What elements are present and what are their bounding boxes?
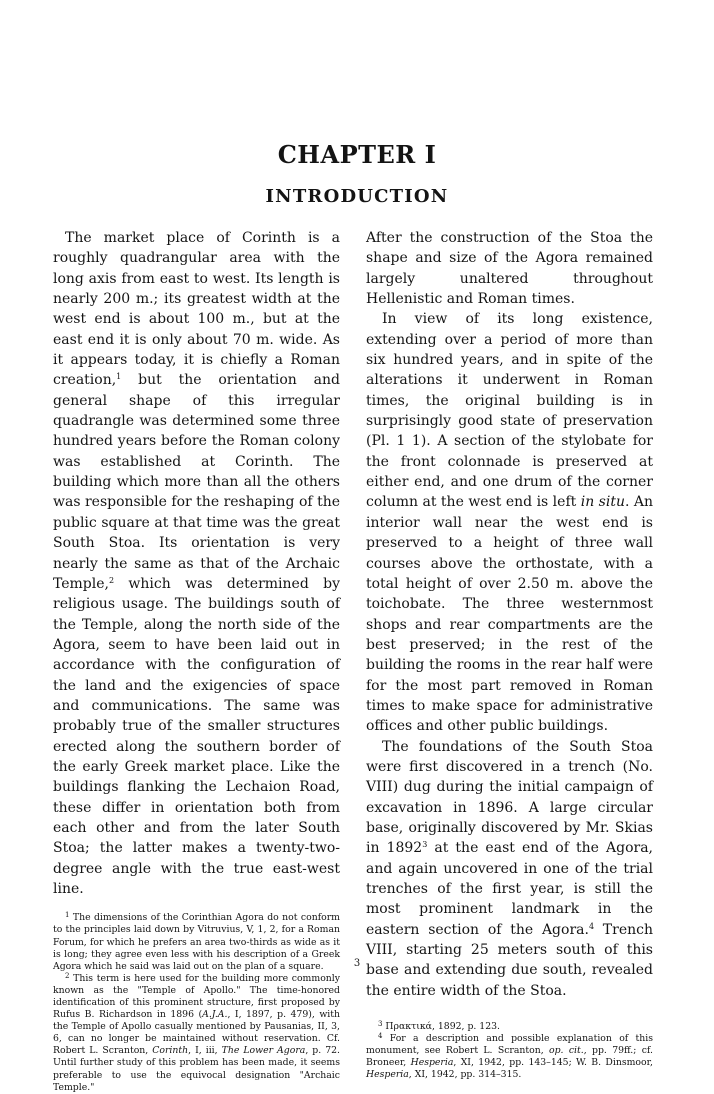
- paragraph: The foundations of the South Stoa were first discovered in a trench (No. VIII) dug during the initial campaign of excavation in 1896. A large circular base, originally discovered by Mr. Skias in 1892$^3$ at the east end of the Agora, and again uncovered in one of the trial trenches of the first year, is still the most prominent landmark in the eastern section of the Agora.$^4$ Trench VIII, starting 25 meters south of this base and extending due south, revealed the entire width of the Stoa.: [366, 738, 653, 999]
- footnote-ref: 4: [588, 921, 595, 931]
- left-body-text: [53, 228, 340, 899]
- right-column: [366, 228, 653, 1082]
- right-body-text: [366, 228, 653, 1001]
- footnote-ref: 3: [422, 840, 428, 850]
- chapter-title: INTRODUCTION: [265, 186, 449, 207]
- paragraph: In view of its long existence, extending over a period of more than six hundred years, and in spite of the alterations it underwent in Roman times, the original building is in surprisingly good state of preservation (Pl. 1 1). A section of the stylobate for the front colonnade is preserved at either end, and one drum of the corner column at the west end is left in situ. An interior wall near the west end is preserved to a height of three wall courses above the orthostate, with a total height of over 2.50 m. above the toichobate. The three westernmost shops and rear compartments are the best preserved; in the rest of the building the rooms in the rear half were for the most part removed in Roman times to make space for administrative offices and other public buildings.: [366, 311, 654, 735]
- right-footnotes: [366, 1021, 653, 1081]
- paragraph: The market place of Corinth is a roughly quadrangular area with the long axis from east to west. Its length is nearly 200 m.; its greatest width at the west end is about 100 m., but at the east end it is only about 70 m. wide. As it appears today, it is chiefly a Roman creation,$^1$ but the orientation and general shape of this irregular quadrangle was determined some three hundred years before the Roman colony was established at Corinth. The building which more than all the others was responsible for the reshaping of the public square at that time was the great South Stoa. Its orientation is very nearly the same as that of the Archaic Temple,$^2$ which was determined by religious usage. The buildings south of the Temple, along the north side of the Agora, seem to have been laid out in accordance with the configuration of the land and the exigencies of space and communications. The same was probably true of the smaller structures erected along the southern border of the early Greek market place. Like the buildings flanking the Lechaion Road, these differ in orientation both from each other and from the later South Stoa; the latter makes a twenty-two-degree angle with the true east-west line.: [53, 230, 340, 897]
- paragraph: After the construction of the Stoa the shape and size of the Agora remained largely unaltered throughout Hellenistic and Roman times.: [366, 230, 653, 308]
- footnote-ref: 1: [116, 372, 122, 382]
- page-number: 3: [353, 958, 361, 969]
- footnote: $^4$ For a description and possible explanation of this monument, see Robert L. Scranton, op. cit., pp. 79ff.; cf. Broneer, Hesperia, XI, 1942, pp. 143–145; W. B. Dinsmoor, Hesperia, XI, 1942, pp. 314–315.: [366, 1032, 653, 1081]
- left-footnotes: [53, 912, 340, 1093]
- footnote: $^2$ This term is here used for the building more commonly known as the "Temple of Apollo." The time-honored identification of this prominent structure, first proposed by Rufus B. Richardson in 1896 (A.J.A., I, 1897, p. 479), with the Temple of Apollo casually mentioned by Pausanias, II, 3, 6, can no longer be maintained without reservation. Cf. Robert L. Scranton, Corinth, I, iii, The Lower Agora, p. 72. Until further study of this problem has been made, it seems preferable to use the equivocal designation "Archaic Temple.": [53, 971, 341, 1093]
- chapter-heading: CHAPTER I: [277, 140, 437, 169]
- footnote: $^3$ Πρακτικά, 1892, p. 123.: [378, 1020, 501, 1033]
- footnote-ref: 2: [109, 575, 115, 585]
- footnote: $^1$ The dimensions of the Corinthian Agora do not conform to the principles laid down by Vitruvius, V, 1, 2, for a Roman Forum, for which he prefers an area two-thirds as wide as it is long; they agree even less with his description of a Greek Agora which he said was laid out on the plan of a square.: [53, 911, 340, 972]
